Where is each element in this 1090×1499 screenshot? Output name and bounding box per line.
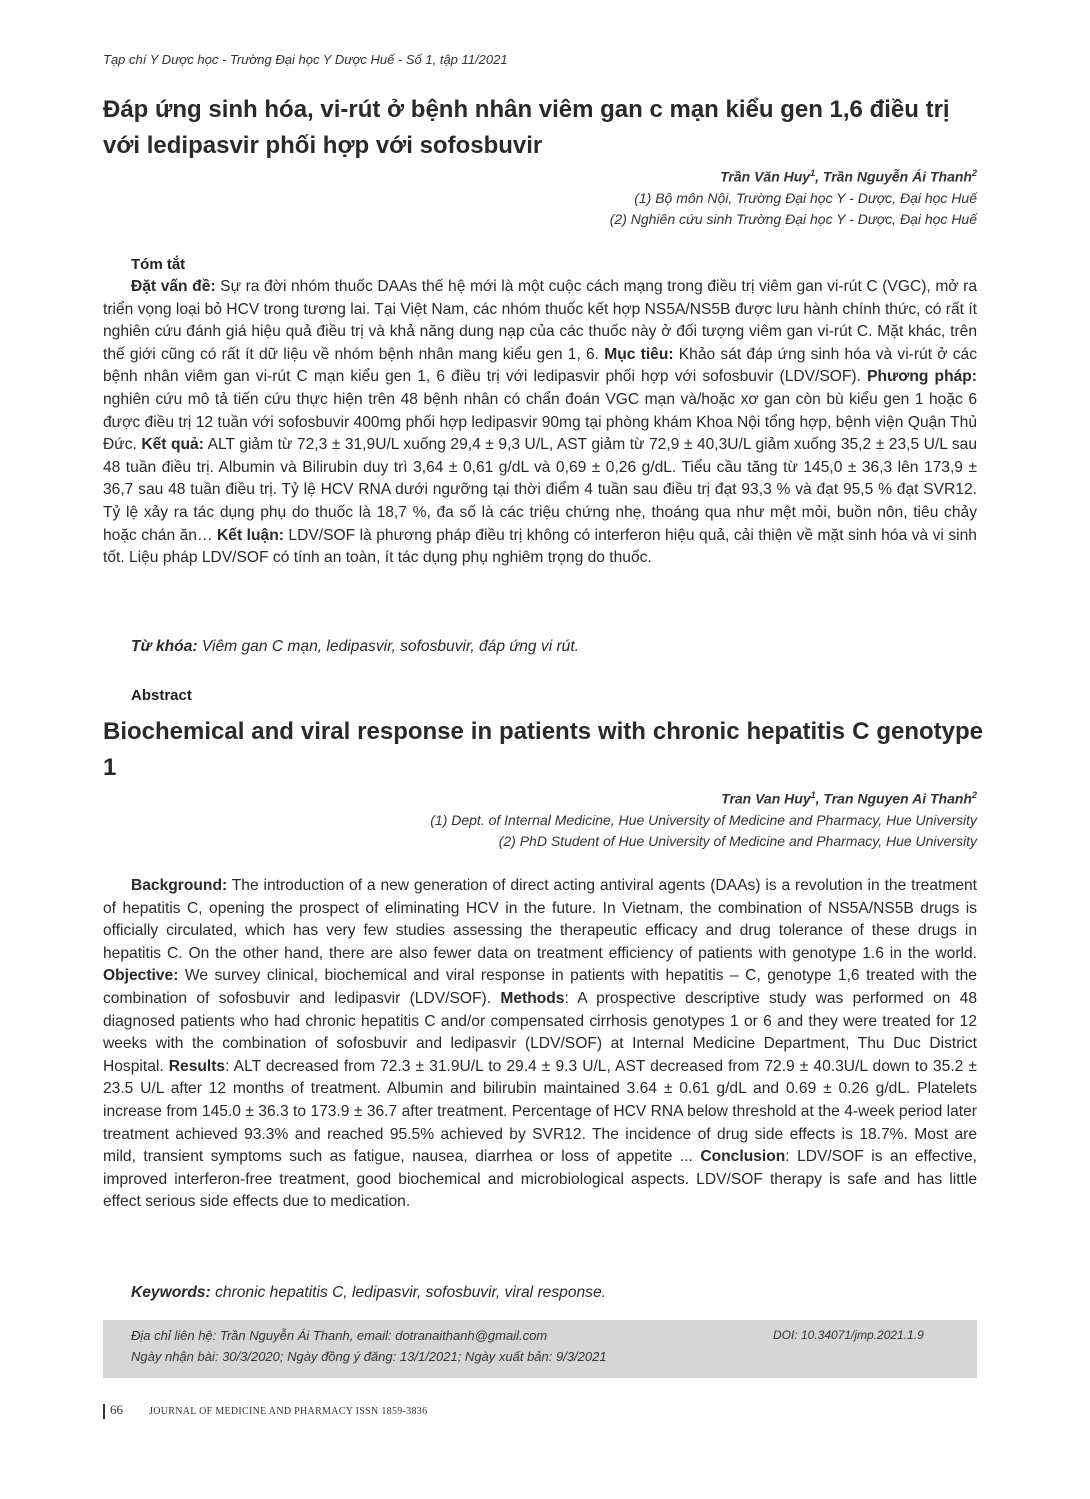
submission-dates: Ngày nhận bài: 30/3/2020; Ngày đồng ý đăng: 13/1/2021; Ngày xuất bản: 9/3/2021 bbox=[131, 1349, 607, 1364]
author-2-sup: 2 bbox=[971, 168, 977, 178]
objective-label-vi: Mục tiêu: bbox=[604, 345, 674, 363]
results-label-en: Results bbox=[168, 1057, 226, 1075]
methods-text-vi: nghiên cứu mô tả tiến cứu thực hiện trên 48 bệnh nhân có chẩn đoán VGC mạn và/hoặc xơ gan còn bù kiểu gen 1 hoặc 6 được điều trị 12 tuần với sofosbuvir 400mg phối hợp ledipasvir 90mg tại phòng khám Khoa Nội tổng hợp, bệnh viện Quận Thủ Đức. bbox=[103, 390, 977, 454]
keywords-text-vi: Viêm gan C mạn, ledipasvir, sofosbuvir, đáp ứng vi rút. bbox=[197, 638, 580, 655]
results-text-vi: ALT giảm từ 72,3 ± 31,9U/L xuống 29,4 ± 9,3 U/L, AST giảm từ 72,9 ± 40,3U/L giảm xuống 35,2 ± 23,5 U/L sau 48 tuần điều trị. Albumin và Bilirubin duy trì 3,64 ± 0,61 g/dL và 0,69 ± 0,26 g/dL. Tiểu cầu tăng từ 145,0 ± 36,3 lên 173,9 ± 36,7 sau 48 tuần điều trị. Tỷ lệ HCV RNA dưới ngưỡng tại thời điểm 4 tuần sau điều trị đạt 93,3 % và đạt 95,5 % đạt SVR12. Tỷ lệ xảy ra tác dụng phụ do thuốc là 18,7 %, đa số là các triệu chứng nhẹ, thoáng qua như mệt mỏi, buồn nôn, tiêu chảy hoặc chán ăn… bbox=[103, 436, 978, 544]
author-names-vi bbox=[610, 163, 977, 188]
author-1-sup-en: 1 bbox=[810, 790, 816, 800]
affiliation-2-en: (2) PhD Student of Hue University of Medicine and Pharmacy, Hue University bbox=[498, 832, 977, 849]
keywords-vi bbox=[131, 638, 579, 656]
abstract-paragraph-vi bbox=[103, 276, 977, 570]
page-footer bbox=[103, 1402, 427, 1419]
keywords-label-en: Keywords: bbox=[131, 1284, 211, 1301]
authors-vi bbox=[610, 163, 977, 230]
author-names-en bbox=[430, 785, 977, 810]
author-2: Trần Nguyễn Ái Thanh bbox=[822, 168, 972, 185]
affiliation-1-en: (1) Dept. of Internal Medicine, Hue University of Medicine and Pharmacy, Hue University bbox=[430, 811, 977, 828]
author-1-sup: 1 bbox=[810, 168, 816, 178]
keywords-en bbox=[131, 1284, 606, 1302]
author-2-en: Tran Nguyen Ai Thanh bbox=[823, 790, 972, 807]
background-label-vi: Đặt vấn đề: bbox=[131, 278, 216, 295]
summary-heading: Tóm tắt bbox=[131, 256, 186, 273]
methods-label-en: Methods bbox=[500, 989, 565, 1007]
author-2-sup-en: 2 bbox=[971, 790, 977, 800]
methods-label-vi: Phương pháp: bbox=[867, 368, 977, 386]
objective-text-en: We survey clinical, biochemical and viral response in patients with hepatitis – C, genotype 1,6 treated with the combination of sofosbuvir and ledipasvir (LDV/SOF). bbox=[103, 967, 977, 1007]
background-label-en: Background: bbox=[131, 877, 228, 894]
objective-label-en: Objective: bbox=[103, 967, 179, 985]
abstract-paragraph-en bbox=[103, 875, 977, 1214]
footer-rule bbox=[103, 1404, 105, 1419]
conclusion-text-vi: LDV/SOF là phương pháp điều trị không có interferon hiệu quả, cải thiện về mặt sinh hóa và vi sinh tốt. Liệu pháp LDV/SOF có tính an toàn, ít tác dụng phụ nghiêm trọng do thuốc. bbox=[103, 526, 977, 567]
author-1-en: Tran Van Huy bbox=[721, 790, 811, 807]
background-text-vi: Sự ra đời nhóm thuốc DAAs thế hệ mới là một cuộc cách mạng trong điều trị viêm gan vi-rút C (VGC), mở ra triển vọng loại bỏ HCV trong tương lai. Tại Việt Nam, các nhóm thuốc kết hợp NS5A/NS5B được lưu hành chính thức, có rất ít nghiên cứu đánh giá hiệu quả điều trị và khả năng dung nạp của các thuốc này ở đối tượng viêm gan vi-rút C. Mặt khác, trên thế giới cũng có rất ít dữ liệu về nhóm bệnh nhân mang kiểu gen 1, 6. bbox=[103, 278, 977, 363]
author-separator-en: , bbox=[815, 790, 824, 807]
article-title-en: Biochemical and viral response in patients with chronic hepatitis C genotype 1 bbox=[103, 718, 983, 781]
objective-text-vi: Khảo sát đáp ứng sinh hóa và vi-rút ở các bệnh nhân viêm gan vi-rút C mạn kiểu gen 1, 6 điều trị với ledipasvir phối hợp với sofosbuvir (LDV/SOF). bbox=[103, 345, 977, 386]
affiliation-2-vi: (2) Nghiên cứu sinh Trường Đại học Y - Dược, Đại học Huế bbox=[609, 210, 977, 227]
article-title-vi: Đáp ứng sinh hóa, vi-rút ở bệnh nhân viêm gan c mạn kiểu gen 1,6 điều trị với ledipasvir phối hợp với sofosbuvir bbox=[103, 96, 950, 159]
doi-label: DOI: 10.34071/jmp.2021.1.9 bbox=[773, 1328, 924, 1342]
results-label-vi: Kết quả: bbox=[141, 436, 204, 454]
background-text-en: The introduction of a new generation of direct acting antiviral agents (DAAs) is a revolution in the treatment of hepatitis C, opening the prospect of eliminating HCV in the future. In Vietnam, the combination of NS5A/NS5B drugs is officially circulated, which has very few studies assessing the therapeutic efficacy and drug tolerance of these drugs in hepatitis C. On the other hand, there are also fewer data on treatment efficiency of patients with genotype 1.6 in the world. bbox=[103, 877, 977, 962]
authors-en bbox=[430, 785, 977, 852]
page-number: 66 bbox=[110, 1402, 123, 1417]
author-separator: , bbox=[815, 168, 823, 185]
keywords-text-en: chronic hepatitis C, ledipasvir, sofosbuvir, viral response. bbox=[210, 1284, 606, 1301]
conclusion-label-vi: Kết luận: bbox=[217, 526, 284, 544]
author-1: Trần Văn Huy bbox=[720, 168, 811, 185]
contact-address: Địa chỉ liên hệ: Trần Nguyễn Ái Thanh, email: dotranaithanh@gmail.com bbox=[131, 1328, 548, 1343]
conclusion-text-en: : LDV/SOF is an effective, improved interferon-free treatment, good biochemical and microbiological aspects. LDV/SOF therapy is safe and has little effect serious side effects due to medication. bbox=[103, 1148, 977, 1211]
affiliation-1-vi: (1) Bộ môn Nội, Trường Đại học Y - Dược, Đại học Huế bbox=[634, 189, 977, 206]
abstract-heading: Abstract bbox=[131, 687, 192, 704]
running-head: Tạp chí Y Dược học - Trường Đại học Y Dược Huế - Số 1, tập 11/2021 bbox=[103, 52, 508, 67]
conclusion-label-en: Conclusion bbox=[700, 1148, 786, 1166]
contact-box bbox=[103, 1320, 977, 1378]
journal-name: JOURNAL OF MEDICINE AND PHARMACY ISSN 1859-3836 bbox=[149, 1406, 428, 1417]
keywords-label-vi: Từ khóa: bbox=[131, 638, 198, 655]
results-text-en: : ALT decreased from 72.3 ± 31.9U/L to 29.4 ± 9.3 U/L, AST decreased from 72.9 ± 40.3U/L down to 35.2 ± 23.5 U/L after 12 months of treatment. Albumin and bilirubin maintained 3.64 ± 0.61 g/dL and 0.69 ± 0.26 g/dL. Platelets increase from 145.0 ± 36.3 to 173.9 ± 36.7 after treatment. Percentage of HCV RNA below threshold at the 4-week period later treatment achieved 93.3% and reached 95.5% achieved by SVR12. The incidence of drug side effects is 18.7%. Most are mild, transient symptoms such as fatigue, nausea, diarrhea or loss of appetite ... bbox=[103, 1057, 977, 1166]
methods-text-en: : A prospective descriptive study was performed on 48 diagnosed patients who had chronic hepatitis C and/or compensated cirrhosis genotypes 1 or 6 and they were treated for 12 weeks with the combination of sofosbuvir and ledipasvir (LDV/SOF) at Internal Medicine Department, Thu Duc District Hospital. bbox=[103, 989, 978, 1075]
